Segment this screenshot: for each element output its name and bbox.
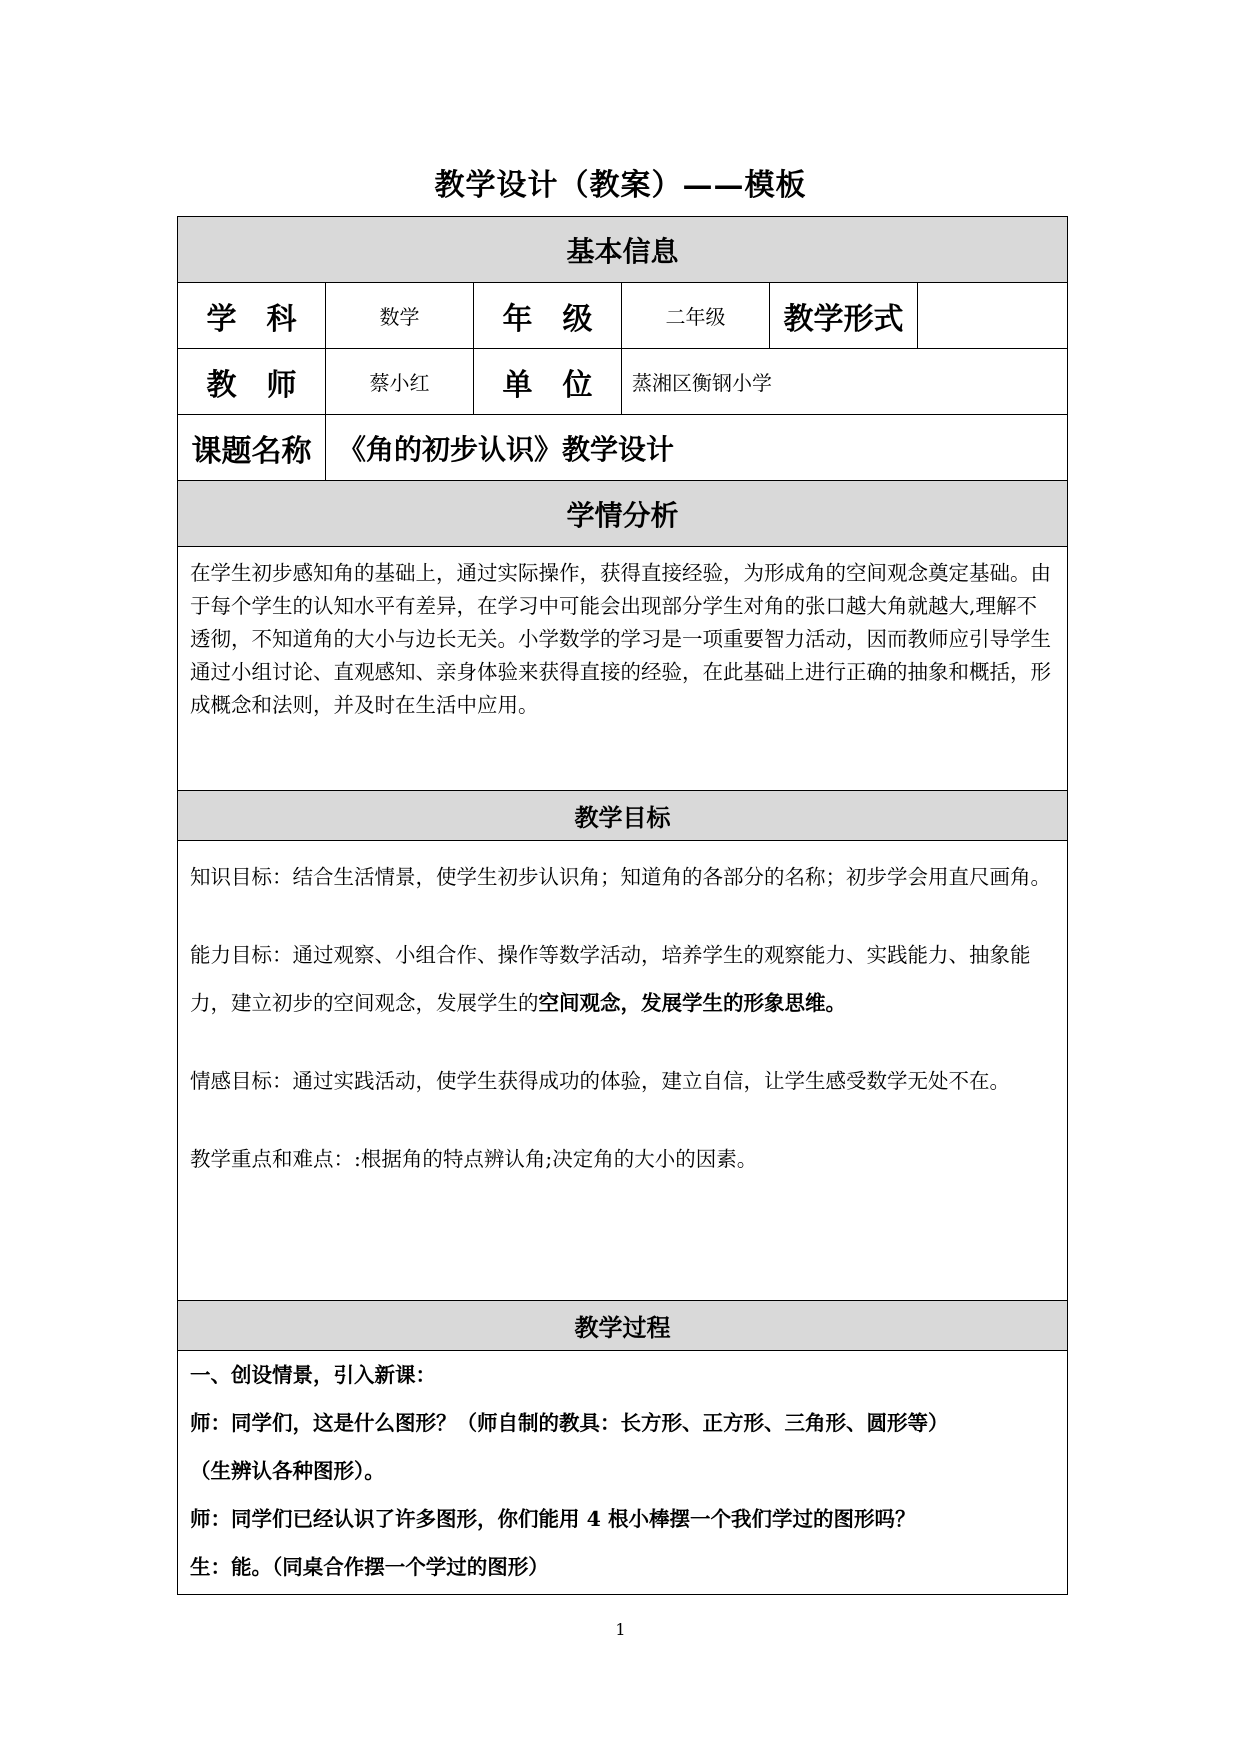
subject-label: 学 科 xyxy=(178,283,326,349)
ability-objective xyxy=(190,931,1055,1027)
teaching-form-label: 教学形式 xyxy=(770,283,918,349)
topic-label: 课题名称 xyxy=(178,415,326,481)
process-line: 一、创设情景，引入新课： xyxy=(190,1363,436,1387)
unit-label: 单 位 xyxy=(474,349,622,415)
process-line: 师：同学们已经认识了许多图形，你们能用 4 根小棒摆一个我们学过的图形吗？ xyxy=(190,1507,916,1531)
key-points: 教学重点和难点：:根据角的特点辨认角;决定角的大小的因素。 xyxy=(190,1147,758,1171)
objectives-header: 教学目标 xyxy=(178,791,1068,841)
analysis-text: 在学生初步感知角的基础上，通过实际操作，获得直接经验，为形成角的空间观念奠定基础。由于每个学生的认知水平有差异，在学习中可能会出现部分学生对角的张口越大角就越大,理解不透彻，不知道角的大小与边长无关。小学数学的学习是一项重要智力活动，因而教师应引导学生通过小组讨论、直观感知、亲身体验来获得直接的经验，在此基础上进行正确的抽象和概括，形成概念和法则，并及时在生活中应用。 xyxy=(178,547,1068,791)
analysis-header: 学情分析 xyxy=(178,481,1068,547)
process-header: 教学过程 xyxy=(178,1301,1068,1351)
page-title: 教学设计（教案）——模板 xyxy=(434,168,807,203)
teacher-value: 蔡小红 xyxy=(326,349,474,415)
knowledge-objective: 知识目标：结合生活情景，使学生初步认识角；知道角的各部分的名称；初步学会用直尺画角。 xyxy=(190,865,1051,889)
subject-value: 数学 xyxy=(326,283,474,349)
teacher-label: 教 师 xyxy=(178,349,326,415)
process-body xyxy=(178,1351,1068,1595)
ability-objective-text: 能力目标：通过观察、小组合作、操作等数学活动，培养学生的观察能力、实践能力、抽象能力，建立初步的空间观念，发展学生的 xyxy=(190,943,1031,1015)
grade-label: 年 级 xyxy=(474,283,622,349)
topic-value: 《角的初步认识》教学设计 xyxy=(326,415,1068,481)
process-line: 生：能。（同桌合作摆一个学过的图形） xyxy=(190,1555,549,1579)
lesson-plan-table xyxy=(177,216,1068,1595)
basic-info-header: 基本信息 xyxy=(178,217,1068,283)
process-line: （生辨认各种图形）。 xyxy=(190,1459,385,1483)
grade-value: 二年级 xyxy=(622,283,770,349)
ability-objective-emphasis: 空间观念，发展学生的形象思维。 xyxy=(538,991,846,1015)
unit-value: 蒸湘区衡钢小学 xyxy=(622,349,1068,415)
process-line: 师：同学们，这是什么图形？（师自制的教具：长方形、正方形、三角形、圆形等） xyxy=(190,1411,949,1435)
page-number: 1 xyxy=(615,1620,626,1639)
emotion-objective: 情感目标：通过实践活动，使学生获得成功的体验，建立自信，让学生感受数学无处不在。 xyxy=(190,1069,1010,1093)
teaching-form-value xyxy=(918,283,1068,349)
objectives-body xyxy=(178,841,1068,1301)
